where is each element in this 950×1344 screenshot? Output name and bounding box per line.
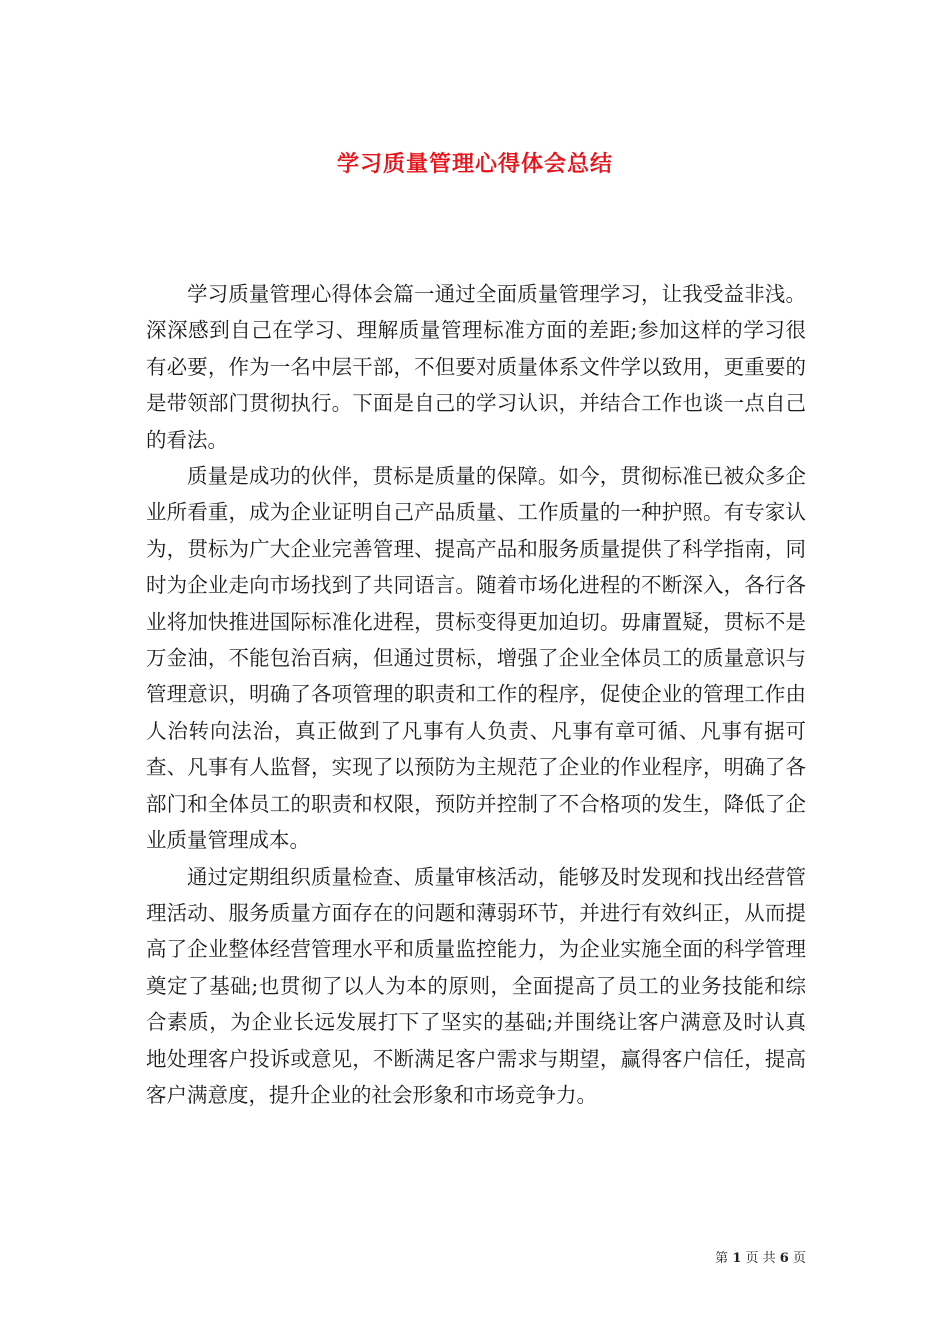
paragraph-1: 学习质量管理心得体会篇一通过全面质量管理学习，让我受益非浅。深深感到自己在学习、理解质量管理标准方面的差距;参加这样的学习很有必要，作为一名中层干部，不但要对质量体系文件学以致用，更重要的是带领部门贯彻执行。下面是自己的学习认识，并结合工作也谈一点自己的看法。 xyxy=(146,282,806,452)
paragraph-3: 通过定期组织质量检查、质量审核活动，能够及时发现和找出经营管理活动、服务质量方面存在的问题和薄弱环节，并进行有效纠正，从而提高了企业整体经营管理水平和质量监控能力，为企业实施全面的科学管理奠定了基础;也贯彻了以人为本的原则，全面提高了员工的业务技能和综合素质，为企业长远发展打下了坚实的基础;并围绕让客户满意及时认真地处理客户投诉或意见，不断满足客户需求与期望，赢得客户信任，提高客户满意度，提升企业的社会形象和市场竞争力。 xyxy=(146,864,806,1107)
footer-prefix: 第 xyxy=(715,1251,729,1266)
footer-middle: 页 共 xyxy=(745,1251,776,1266)
page-footer xyxy=(715,1250,806,1268)
footer-total-pages: 6 xyxy=(779,1251,789,1266)
document-title: 学习质量管理心得体会总结 xyxy=(336,150,613,177)
footer-current-page: 1 xyxy=(732,1251,742,1266)
footer-suffix: 页 xyxy=(792,1251,806,1266)
paragraph-2: 质量是成功的伙伴，贯标是质量的保障。如今，贯彻标准已被众多企业所看重，成为企业证明自己产品质量、工作质量的一种护照。有专家认为，贯标为广大企业完善管理、提高产品和服务质量提供了科学指南，同时为企业走向市场找到了共同语言。随着市场化进程的不断深入，各行各业将加快推进国际标准化进程，贯标变得更加迫切。毋庸置疑，贯标不是万金油，不能包治百病，但通过贯标，增强了企业全体员工的质量意识与管理意识，明确了各项管理的职责和工作的程序，促使企业的管理工作由人治转向法治，真正做到了凡事有人负责、凡事有章可循、凡事有据可查、凡事有人监督，实现了以预防为主规范了企业的作业程序，明确了各部门和全体员工的职责和权限，预防并控制了不合格项的发生，降低了企业质量管理成本。 xyxy=(146,464,806,853)
document-body xyxy=(146,276,806,1113)
